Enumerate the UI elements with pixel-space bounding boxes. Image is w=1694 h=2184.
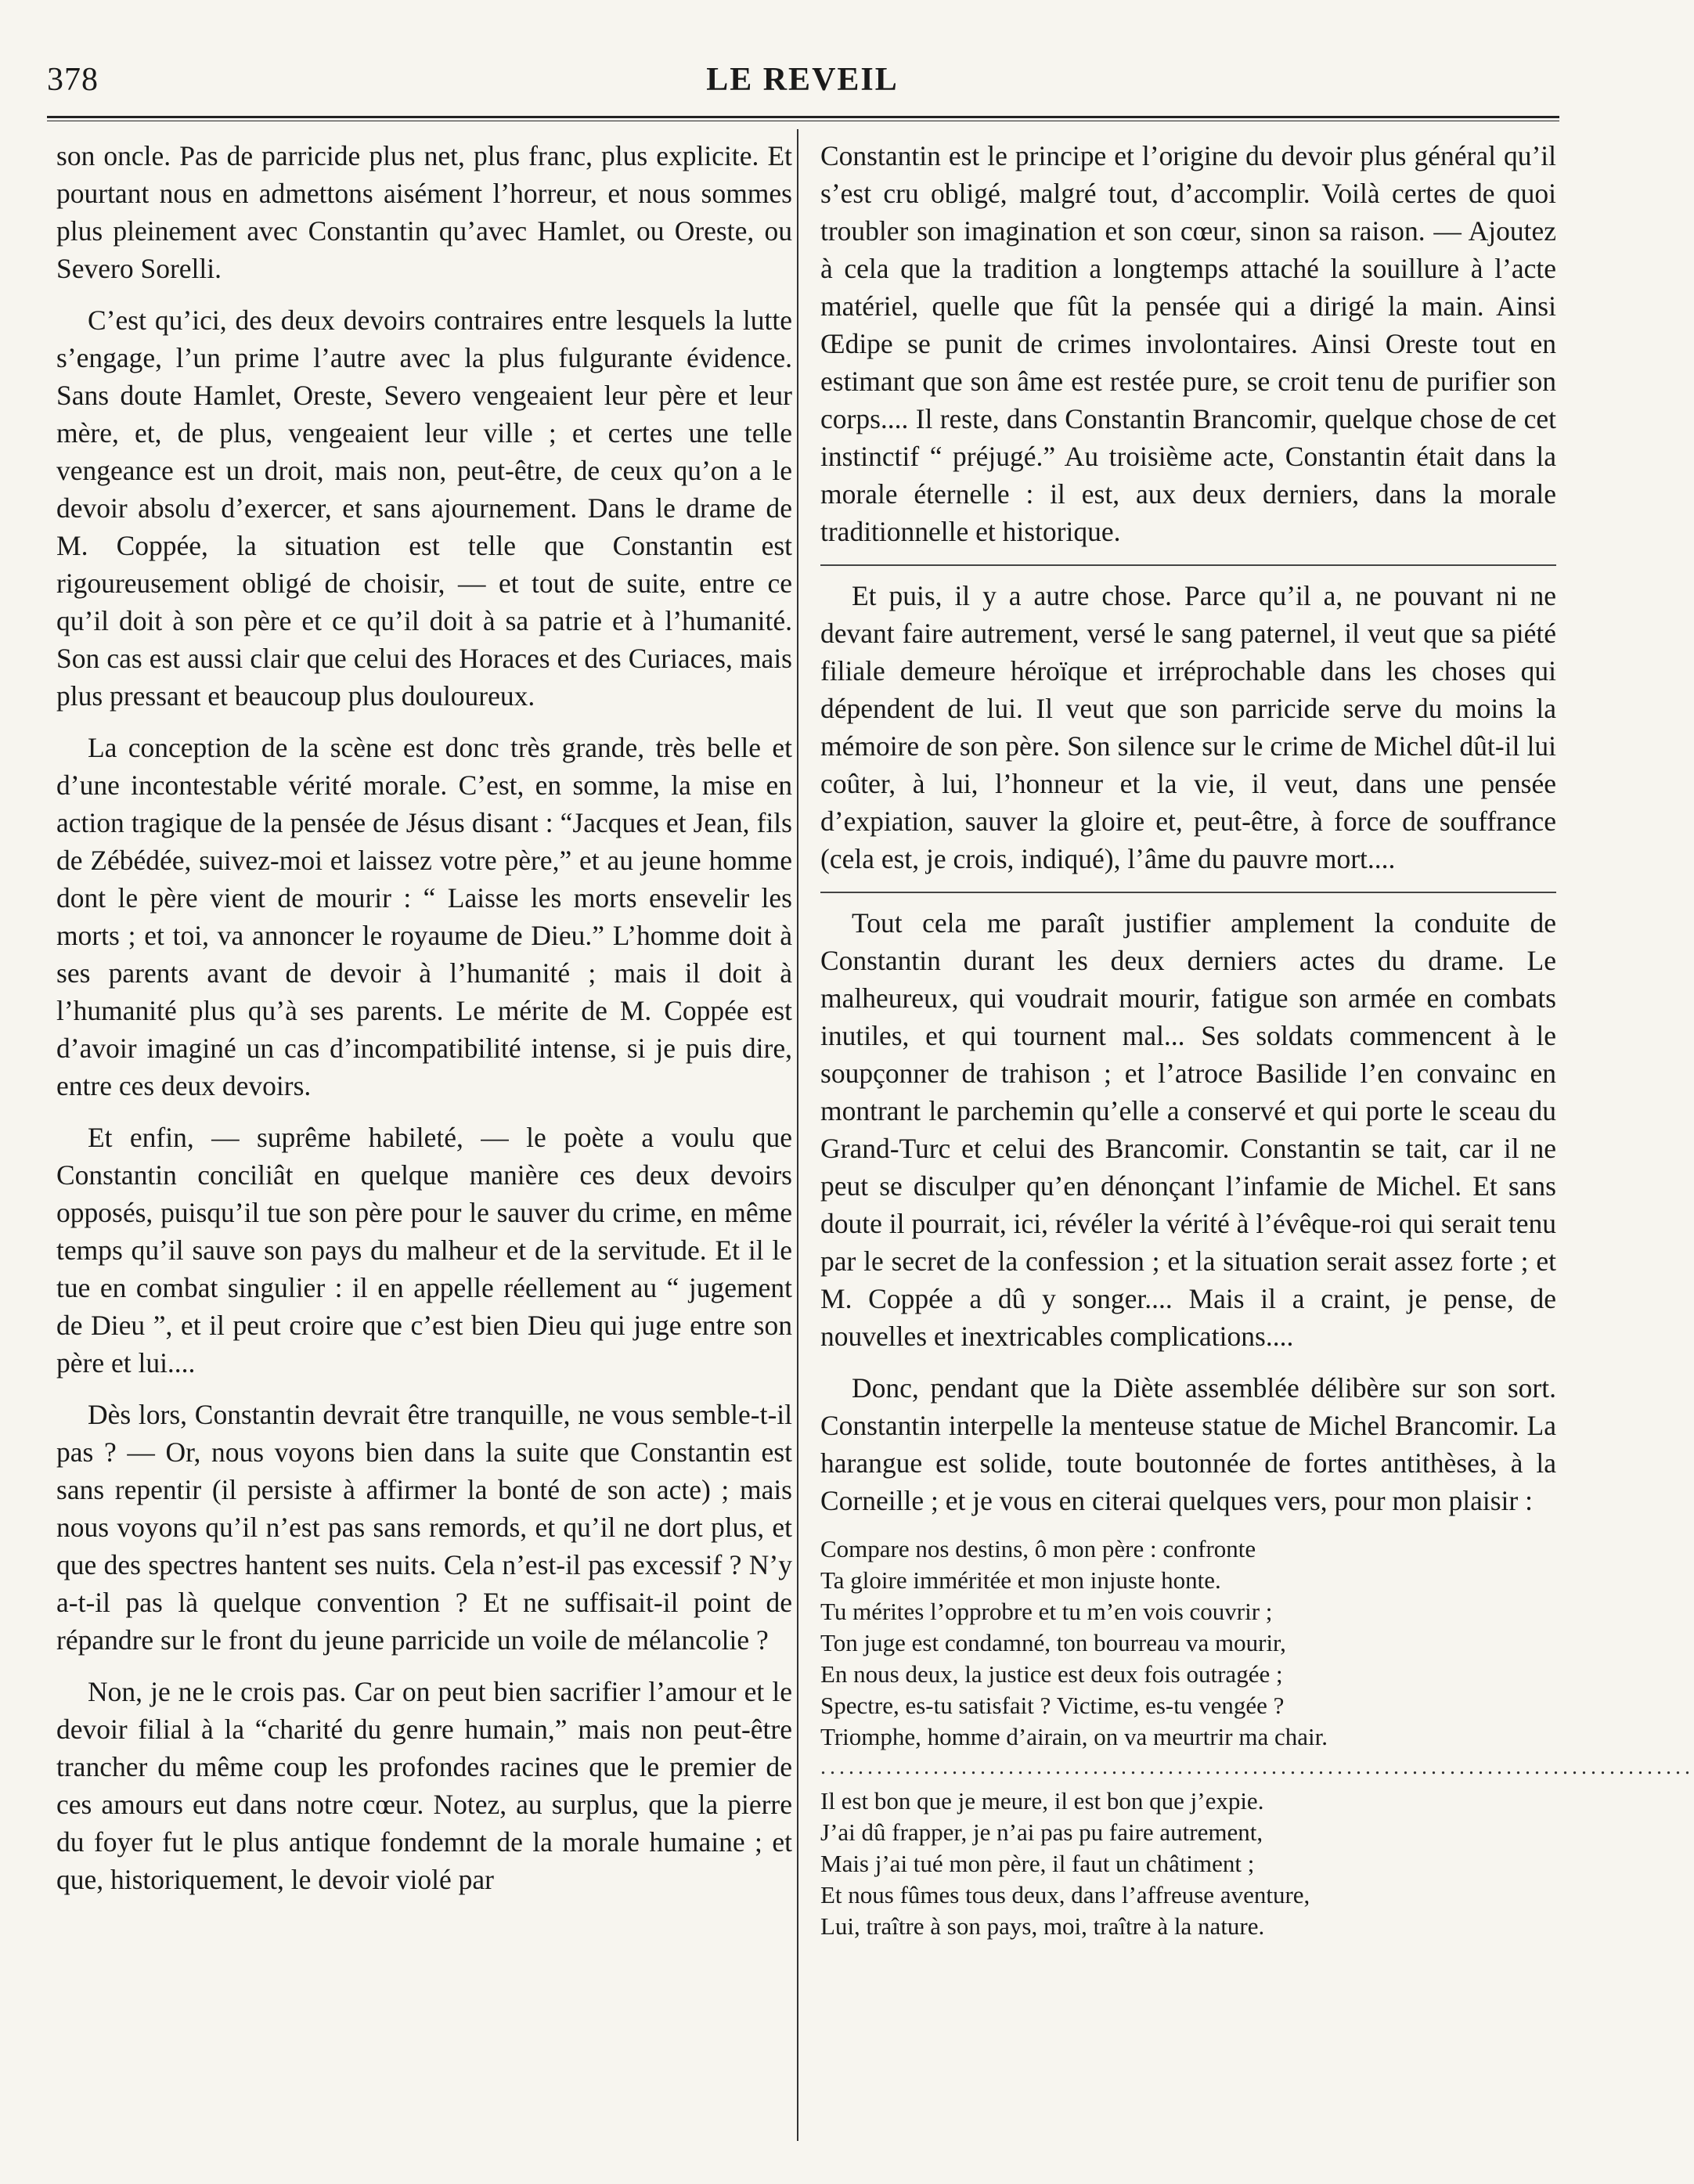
page-number: 378 bbox=[47, 62, 99, 98]
paragraph-separator bbox=[820, 564, 1556, 566]
page-header bbox=[47, 61, 1558, 111]
paragraph: C’est qu’ici, des deux devoirs contraires entre lesquels la lutte s’engage, l’un prime l’autre avec la plus fulgurante évidence. Sans doute Hamlet, Oreste, Severo vengeaient leur père et leur mère, et, de plus, vengeaient leur ville ; et certes une telle vengeance est un droit, mais non, peut-être, de ceux qu’on a le devoir absolu d’exercer, et sans ajournement. Dans le drame de M. Coppée, la situation est telle que Constantin est rigoureusement obligé de choisir, — et tout de suite, entre ce qu’il doit à son père et ce qu’il doit à sa patrie et à l’humanité. Son cas est aussi clair que celui des Horaces et des Curiaces, mais plus pressant et beaucoup plus douloureux. bbox=[56, 305, 792, 712]
header-rule bbox=[47, 116, 1559, 121]
paragraph: Et enfin, — suprême habileté, — le poète a voulu que Constantin conciliât en quelque manière ces deux devoirs opposés, puisqu’il tue son père pour le sauver du crime, en même temps qu’il sauve son pays du malheur et de la servitude. Et il le tue en combat singulier : il en appelle réellement au “ jugement de Dieu ”, et il peut croire que c’est bien Dieu qui juge entre son père et lui.... bbox=[56, 1122, 792, 1379]
right-column bbox=[820, 137, 1694, 1942]
verse-line: Ta gloire imméritée et mon injuste honte. bbox=[820, 1566, 1221, 1594]
verse-line: Ton juge est condamné, ton bourreau va mourir, bbox=[820, 1629, 1286, 1656]
paragraph: Dès lors, Constantin devrait être tranquille, ne vous semble-t-il pas ? — Or, nous voyons bien dans la suite que Constantin est sans repentir (il persiste à affirmer la bonté de son acte) ; mais nous voyons qu’il n’est pas sans remords, et qu’il ne dort plus, et que des spectres hantent ses nuits. Cela n’est-il pas excessif ? N’y a-t-il pas là quelque convention ? Et ne suffisait-il point de répandre sur le front du jeune parricide un voile de mélancolie ? bbox=[56, 1399, 792, 1656]
paragraph: Constantin est le principe et l’origine du devoir plus général qu’il s’est cru obligé, malgré tout, d’accomplir. Voilà certes de quoi troubler son imagination et son cœur, sinon sa raison. — Ajoutez à cela que la tradition a longtemps attaché la souillure à l’acte matériel, quelle que fût la pensée qui a dirigé la main. Ainsi Œdipe se punit de crimes involontaires. Ainsi Oreste tout en estimant que son âme est restée pure, se croit tenu de purifier son corps.... Il reste, dans Constantin Brancomir, quelque chose de cet instinctif “ préjugé.” Au troisième acte, Constantin était dans la morale éternelle : il est, aux deux derniers, dans la morale traditionnelle et historique. bbox=[820, 140, 1556, 547]
paragraph: son oncle. Pas de parricide plus net, plus franc, plus explicite. Et pourtant nous en admettons aisément l’horreur, et nous sommes plus pleinement avec Constantin qu’avec Hamlet, ou Oreste, ou Severo Sorelli. bbox=[56, 140, 792, 284]
paragraph: La conception de la scène est donc très grande, très belle et d’une incontestable vérité morale. C’est, en somme, la mise en action tragique de la pensée de Jésus disant : “Jacques et Jean, fils de Zébédée, suivez-moi et laissez votre père,” et au jeune homme dont le père vient de mourir : “ Laisse les morts ensevelir les morts ; et toi, va annoncer le royaume de Dieu.” L’homme doit à ses parents avant de devoir à l’humanité ; mais il doit à l’humanité plus qu’à ses parents. Le mérite de M. Coppée est d’avoir imaginé un cas d’incompatibilité intense, si je puis dire, entre ces deux devoirs. bbox=[56, 732, 792, 1101]
verse-line: Et nous fûmes tous deux, dans l’affreuse aventure, bbox=[820, 1881, 1310, 1908]
verse-line: Mais j’ai tué mon père, il faut un châtiment ; bbox=[820, 1850, 1255, 1877]
paragraph: Tout cela me paraît justifier amplement la conduite de Constantin durant les deux derniers actes du drame. Le malheureux, qui voudrait mourir, fatigue son armée en combats inutiles, et qui tournent mal... Ses soldats commencent à le soupçonner de trahison ; et l’atroce Basilide l’en convainc en montrant le parchemin qu’elle a conservé et qui porte le sceau du Grand-Turc et celui des Brancomir. Constantin se tait, car il ne peut se disculper qu’en dénonçant l’infamie de Michel. Et sans doute il pourrait, ici, révéler la vérité à l’évêque-roi qui serait tenu par le secret de la confession ; et la situation serait assez forte ; et M. Coppée a dû y songer.... Mais il a craint, je pense, de nouvelles et inextricables complications.... bbox=[820, 907, 1556, 1352]
verse-line: Triomphe, homme d’airain, on va meurtrir ma chair. bbox=[820, 1723, 1328, 1750]
ellipsis-row: ............................................................................................. bbox=[820, 1755, 1694, 1779]
paragraph: Et puis, il y a autre chose. Parce qu’il a, ne pouvant ni ne devant faire autrement, versé le sang paternel, il veut que sa piété filiale demeure héroïque et irréprochable dans les choses qui dépendent de lui. Il veut que son parricide serve du moins la mémoire de son père. Son silence sur le crime de Michel dût-il lui coûter, à lui, l’honneur et la vie, il veut, dans une pensée d’expiation, sauver la gloire et, peut-être, à force de souffrance (cela est, je crois, indiqué), l’âme du pauvre mort.... bbox=[820, 580, 1556, 874]
verse-line: En nous deux, la justice est deux fois outragée ; bbox=[820, 1660, 1283, 1688]
journal-title: LE REVEIL bbox=[706, 62, 899, 98]
paragraph-separator bbox=[820, 892, 1556, 893]
verse-quotation bbox=[820, 1533, 1694, 1942]
paragraph: Non, je ne le crois pas. Car on peut bien sacrifier l’amour et le devoir filial à la “charité du genre humain,” mais non peut-être trancher du même coup les profondes racines que le premier de ces amours eut dans notre cœur. Notez, au surplus, que la pierre du foyer fut le plus antique fondemnt de la morale humaine ; et que, historiquement, le devoir violé par bbox=[56, 1676, 792, 1895]
verse-line: Tu mérites l’opprobre et tu m’en vois couvrir ; bbox=[820, 1598, 1273, 1625]
verse-line: Spectre, es-tu satisfait ? Victime, es-tu vengée ? bbox=[820, 1692, 1285, 1719]
verse-line: J’ai dû frapper, je n’ai pas pu faire autrement, bbox=[820, 1818, 1263, 1846]
paragraph: Donc, pendant que la Diète assemblée délibère sur son sort. Constantin interpelle la menteuse statue de Michel Brancomir. La harangue est solide, toute boutonnée de fortes antithèses, à la Corneille ; et je vous en citerai quelques vers, pour mon plaisir : bbox=[820, 1372, 1556, 1516]
verse-line: Il est bon que je meure, il est bon que j’expie. bbox=[820, 1787, 1264, 1815]
verse-line: Compare nos destins, ô mon père : confronte bbox=[820, 1535, 1256, 1562]
left-column bbox=[56, 137, 792, 1912]
column-divider bbox=[797, 129, 798, 2141]
verse-line: Lui, traître à son pays, moi, traître à la nature. bbox=[820, 1912, 1265, 1940]
